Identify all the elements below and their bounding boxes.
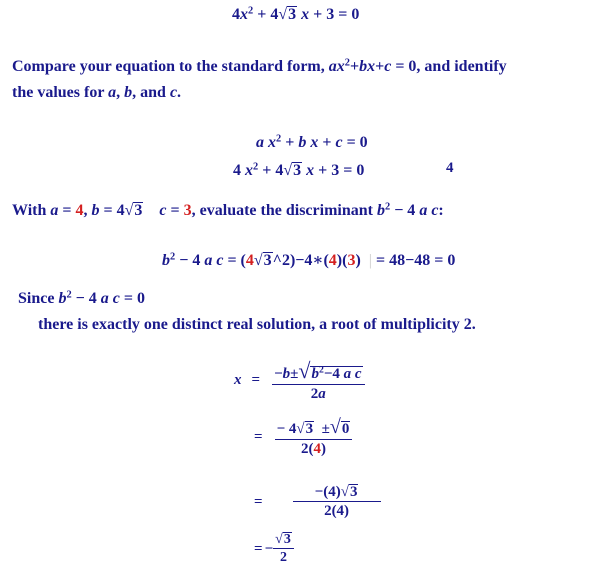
since-line: Since $b^2 - 4$ a c = 0 <box>18 289 146 307</box>
solution-step-1: = $\frac{- 4√3 \pm√0}{2(4)}$ <box>254 416 352 458</box>
conclusion-statement: there is exactly one distinct real solution, a root of multiplicity 2. <box>38 316 476 333</box>
discriminant-evaluation: $b^2 - 4$ a c = (4√3^2)−4∗(4)(3) | = 48−48 = 0 <box>162 251 456 269</box>
stray-note: 4 <box>446 160 454 176</box>
instruction-line-2: the values for a, b, and c. <box>12 84 182 101</box>
solution-step-2: = $\frac{-(4)√3}{2(4)}$ <box>254 484 381 520</box>
given-form: 4 $x^2 + 4√3$ x + 3 = 0 <box>233 161 365 179</box>
standard-form: a $x^2 + b$ x + c = 0 <box>256 133 368 151</box>
quadratic-formula: x = $\frac{-b\pm√b^2-4 a c}{2a}$ <box>234 358 365 403</box>
coefficients-line: With a = 4, b = 4√3 c = 3, evaluate the discriminant $b^2 - 4$ a c: <box>12 201 444 219</box>
instruction-line-1: Compare your equation to the standard form, $ax^2+bx+c = 0$, and identify <box>12 57 507 75</box>
formula-fraction: $\frac{-b\pm√b^2-4 a c}{2a}$ <box>272 358 364 403</box>
final-answer: = − $\frac{√3}{2}$ <box>254 532 294 566</box>
given-equation: $4x^2 + 4√3$ x + 3 = 0 <box>232 5 360 23</box>
